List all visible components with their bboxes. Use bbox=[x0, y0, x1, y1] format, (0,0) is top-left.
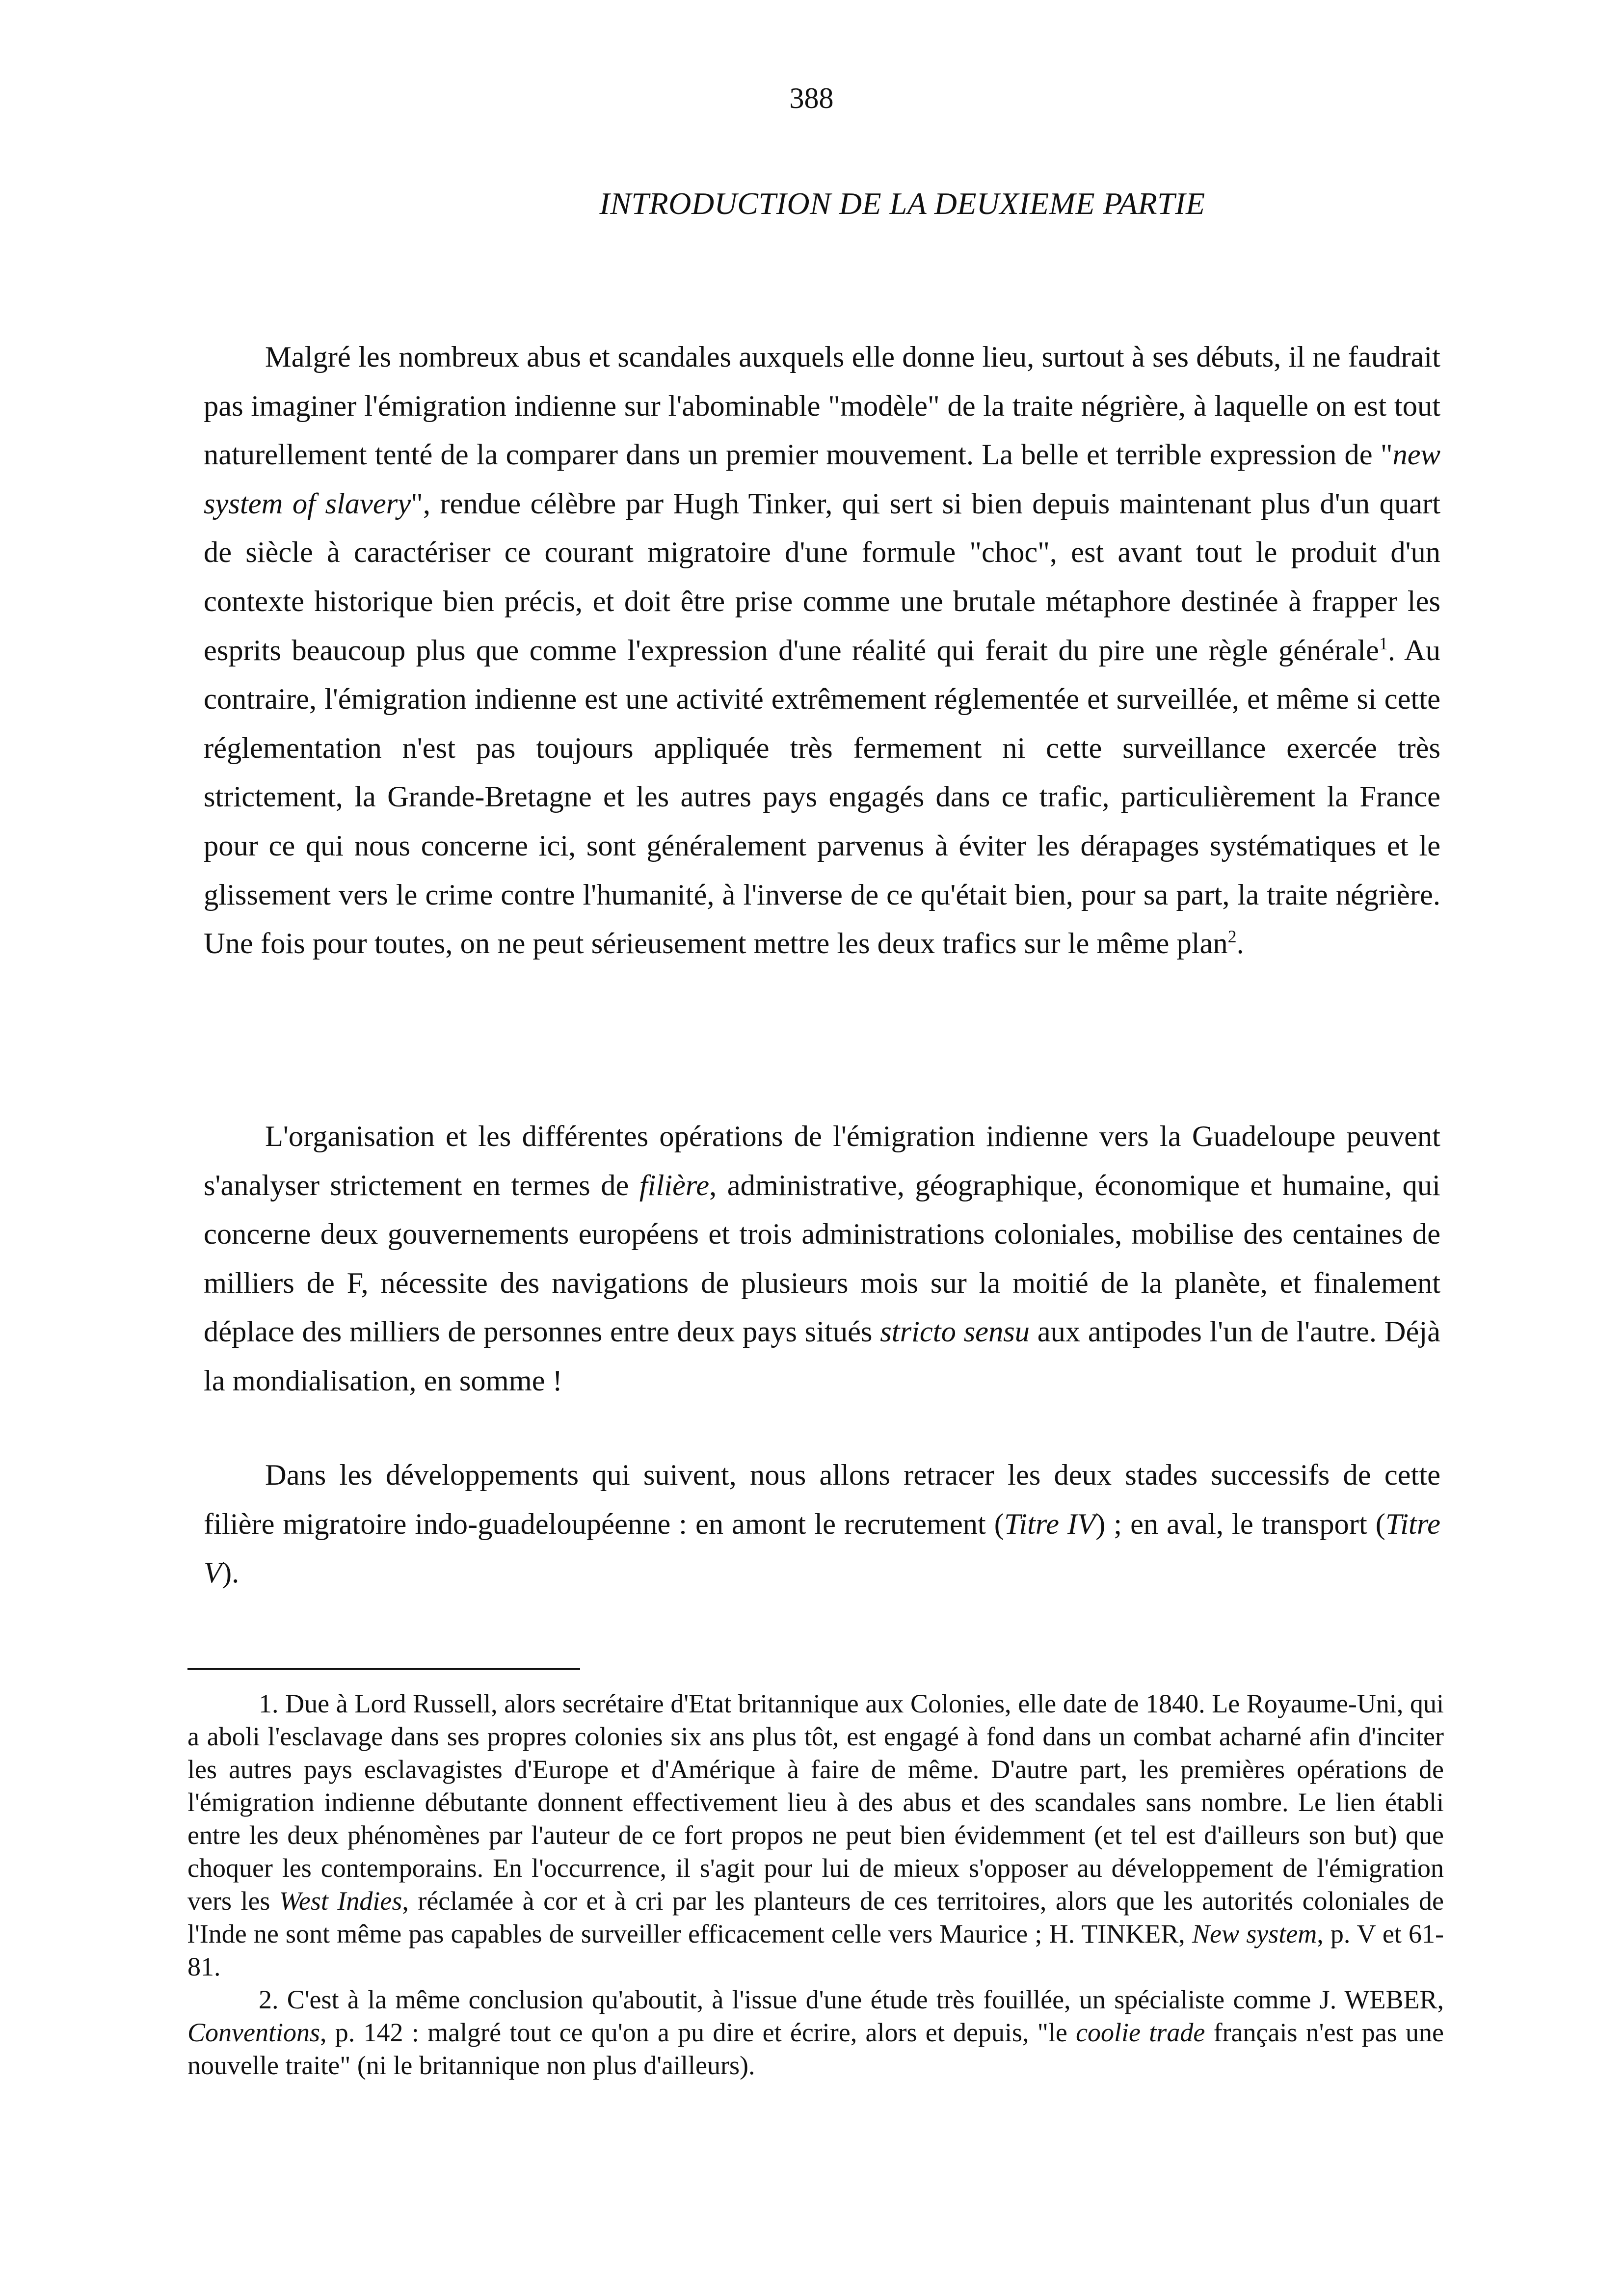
paragraph-3 bbox=[204, 1451, 1440, 1598]
italic-phrase: West Indies bbox=[279, 1886, 402, 1916]
text-run: , p. 142 : malgré tout ce qu'on a pu dire et écrire, alors et depuis, "le bbox=[319, 2018, 1076, 2047]
part-title: INTRODUCTION DE LA DEUXIEME PARTIE bbox=[599, 186, 1205, 221]
footnote-2 bbox=[187, 1983, 1444, 2082]
italic-phrase: coolie trade bbox=[1076, 2018, 1205, 2047]
paragraph-2 bbox=[204, 1112, 1440, 1406]
paragraph-3-text bbox=[204, 1451, 1440, 1598]
italic-phrase: stricto sensu bbox=[880, 1315, 1030, 1349]
text-run: , réclamée à cor et à cri par les planteurs de ces territoires, alors que les autorités coloniales de l'Inde ne sont même pas capables de surveiller efficacement celle vers Maurice ; H. TINKER, bbox=[187, 1886, 1444, 1949]
text-run: Dans les développements qui suivent, nous allons retracer les deux stades successifs de cette filière migratoire indo-guadeloupéenne : en amont le recrutement ( bbox=[204, 1459, 1440, 1541]
text-run: . bbox=[1236, 927, 1244, 961]
paragraph-1-text bbox=[204, 333, 1440, 968]
footnote-ref-1[interactable]: 1 bbox=[1379, 633, 1388, 653]
text-run: 2. C'est à la même conclusion qu'aboutit, à l'issue d'une étude très fouillée, un spécialiste comme J. WEBER, bbox=[259, 1985, 1444, 2014]
paragraph-1 bbox=[204, 333, 1440, 968]
text-run: L'organisation et les différentes opérations de l'émigration indienne vers la Guadeloupe peuvent s'analyser strictement en termes de bbox=[204, 1120, 1440, 1202]
italic-phrase: Conventions bbox=[187, 2018, 320, 2047]
text-run: , p. V et 61-81. bbox=[187, 1919, 1444, 1981]
footnote-separator bbox=[187, 1668, 580, 1670]
footnotes bbox=[187, 1687, 1444, 2082]
text-run: , administrative, géographique, économique et humaine, qui concerne deux gouvernements européens et trois administrations coloniales, mobilise des centaines de milliers de F, nécessite des navigations de plusieurs mois sur la moitié de la planète, et finalement déplace des milliers de personnes entre deux pays situés bbox=[204, 1169, 1440, 1349]
italic-phrase: filière bbox=[639, 1169, 710, 1202]
paragraph-2-text bbox=[204, 1112, 1440, 1406]
footnote-1 bbox=[187, 1687, 1444, 1983]
text-run: ", rendue célèbre par Hugh Tinker, qui sert si bien depuis maintenant plus d'un quart de siècle à caractériser ce courant migratoire d'une formule "choc", est avant tout le produit d'un contexte historique bien précis, et doit être prise comme une brutale métaphore destinée à frapper les esprits beaucoup plus que comme l'expression d'une réalité qui ferait du pire une règle générale bbox=[204, 487, 1441, 667]
text-run: . Au contraire, l'émigration indienne est une activité extrêmement réglementée et surveillée, et même si cette réglementation n'est pas toujours appliquée très fermement ni cette surveillance exercée très strictement, la Grande-Bretagne et les autres pays engagés dans ce trafic, particulièrement la France pour ce qui nous concerne ici, sont généralement parvenus à éviter les dérapages systématiques et le glissement vers le crime contre l'humanité, à l'inverse de ce qu'était bien, pour sa part, la traite négrière. Une fois pour toutes, on ne peut sérieusement mettre les deux trafics sur le même plan bbox=[204, 634, 1440, 961]
text-run: 1. Due à Lord Russell, alors secrétaire d'Etat britannique aux Colonies, elle date de 1840. Le Royaume-Uni, qui a aboli l'esclavage dans ses propres colonies six ans plus tôt, est engagé à fond dans un combat acharné afin d'inciter les autres pays esclavagistes d'Europe et d'Amérique à faire de même. D'autre part, les premières opérations de l'émigration indienne débutante donnent effectivement lieu à des abus et des scandales sans nombre. Le lien établi entre les deux phénomènes par l'auteur de ce fort propos ne peut bien évidemment (et tel est d'ailleurs son but) que choquer les contemporains. En l'occurrence, il s'agit pour lui de mieux s'opposer au développement de l'émigration vers les bbox=[187, 1689, 1444, 1916]
italic-phrase: New system bbox=[1192, 1919, 1317, 1949]
text-run: Malgré les nombreux abus et scandales auxquels elle donne lieu, surtout à ses débuts, il ne faudrait pas imaginer l'émigration indienne sur l'abominable "modèle" de la traite négrière, à laquelle on est tout naturellement tenté de la comparer dans un premier mouvement. La belle et terrible expression de " bbox=[204, 341, 1440, 472]
text-run: aux antipodes l'un de l'autre. Déjà la mondialisation, en somme ! bbox=[204, 1315, 1441, 1397]
italic-phrase: new system of slavery bbox=[204, 438, 1440, 520]
text-run: ) ; en aval, le transport ( bbox=[1095, 1507, 1385, 1541]
footnote-ref-2[interactable]: 2 bbox=[1227, 927, 1237, 947]
page-number: 388 bbox=[789, 82, 834, 114]
text-run: français n'est pas une nouvelle traite" (ni le britannique non plus d'ailleurs). bbox=[187, 2018, 1444, 2080]
italic-phrase: Titre IV bbox=[1004, 1507, 1096, 1541]
text-run: ). bbox=[221, 1556, 239, 1590]
italic-phrase: Titre V bbox=[204, 1507, 1440, 1590]
